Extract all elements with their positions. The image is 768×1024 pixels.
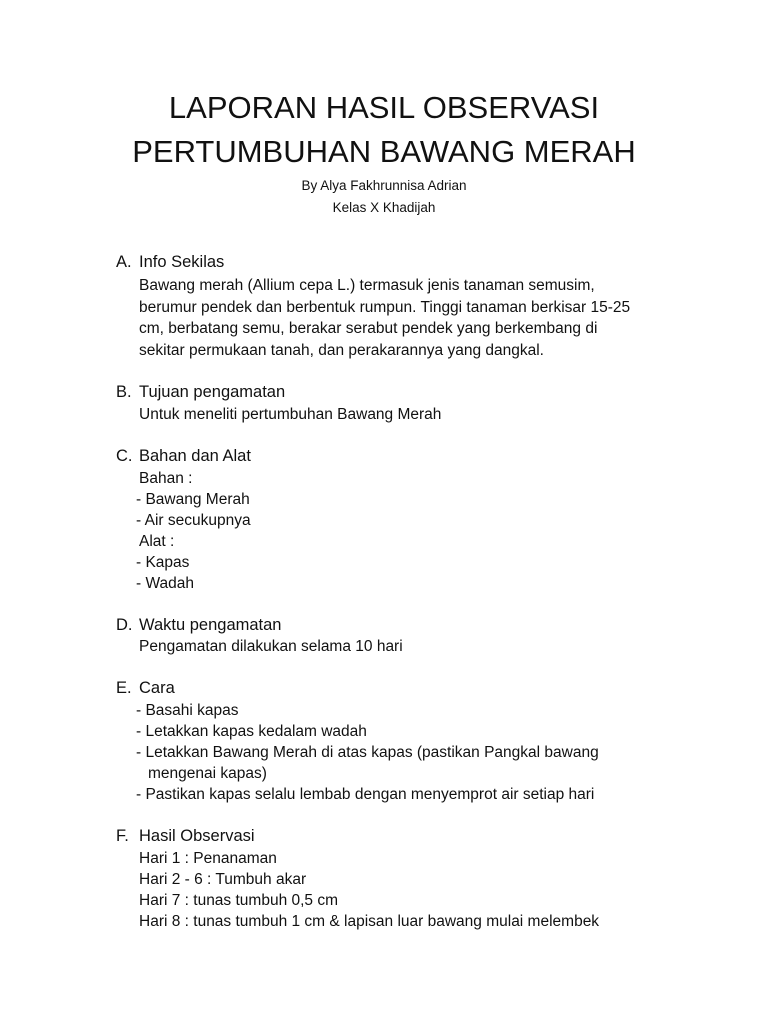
section-a-line: berumur pendek dan berbentuk rumpun. Tinggi tanaman berkisar 15-25: [139, 299, 631, 316]
observation-day: Hari 1 : Penanaman: [139, 850, 277, 867]
section-e-heading: [0, 678, 768, 700]
procedure-step: - Letakkan Bawang Merah di atas kapas (pastikan Pangkal bawang: [136, 744, 599, 761]
section-f-letter: F.: [116, 827, 129, 845]
section-d-title: Waktu pengamatan: [139, 616, 282, 634]
section-d-letter: D.: [116, 616, 133, 634]
section-c-title: Bahan dan Alat: [139, 447, 251, 465]
section-a-line: sekitar permukaan tanah, dan perakarannya yang dangkal.: [139, 342, 544, 359]
section-c-heading: [0, 446, 768, 468]
section-e-title: Cara: [139, 679, 175, 697]
materials-label: Bahan :: [139, 470, 193, 487]
tools-label: Alat :: [139, 533, 175, 550]
section-b-heading: [0, 382, 768, 404]
report-title-line-1: LAPORAN HASIL OBSERVASI: [168, 90, 600, 125]
procedure-step-continuation: mengenai kapas): [148, 765, 267, 782]
section-b-line: Untuk meneliti pertumbuhan Bawang Merah: [139, 406, 442, 423]
section-b-letter: B.: [116, 383, 132, 401]
section-f-heading: [0, 826, 768, 848]
section-e-letter: E.: [116, 679, 132, 697]
material-item: - Air secukupnya: [136, 512, 251, 529]
report-title-line-2: PERTUMBUHAN BAWANG MERAH: [132, 134, 636, 169]
procedure-step: - Letakkan kapas kedalam wadah: [136, 723, 367, 740]
section-a-line: cm, berbatang semu, berakar serabut pendek yang berkembang di: [139, 320, 598, 337]
procedure-step: - Pastikan kapas selalu lembab dengan menyemprot air setiap hari: [136, 786, 595, 803]
section-a-heading: [0, 252, 768, 274]
section-f-title: Hasil Observasi: [139, 827, 255, 845]
material-item: - Bawang Merah: [136, 491, 250, 508]
section-d-heading: [0, 615, 768, 637]
tool-item: - Wadah: [136, 575, 195, 592]
section-c-letter: C.: [116, 447, 133, 465]
observation-day: Hari 7 : tunas tumbuh 0,5 cm: [139, 892, 339, 909]
class-line: Kelas X Khadijah: [332, 200, 436, 215]
section-a-title: Info Sekilas: [139, 253, 225, 271]
author-line: By Alya Fakhrunnisa Adrian: [301, 178, 467, 193]
observation-day: Hari 8 : tunas tumbuh 1 cm & lapisan luar bawang mulai melembek: [139, 913, 600, 930]
section-a-letter: A.: [116, 253, 132, 271]
section-d-line: Pengamatan dilakukan selama 10 hari: [139, 638, 403, 655]
observation-day: Hari 2 - 6 : Tumbuh akar: [139, 871, 307, 888]
tool-item: - Kapas: [136, 554, 190, 571]
procedure-step: - Basahi kapas: [136, 702, 239, 719]
section-a-line: Bawang merah (Allium cepa L.) termasuk jenis tanaman semusim,: [139, 277, 595, 294]
section-b-title: Tujuan pengamatan: [139, 383, 286, 401]
